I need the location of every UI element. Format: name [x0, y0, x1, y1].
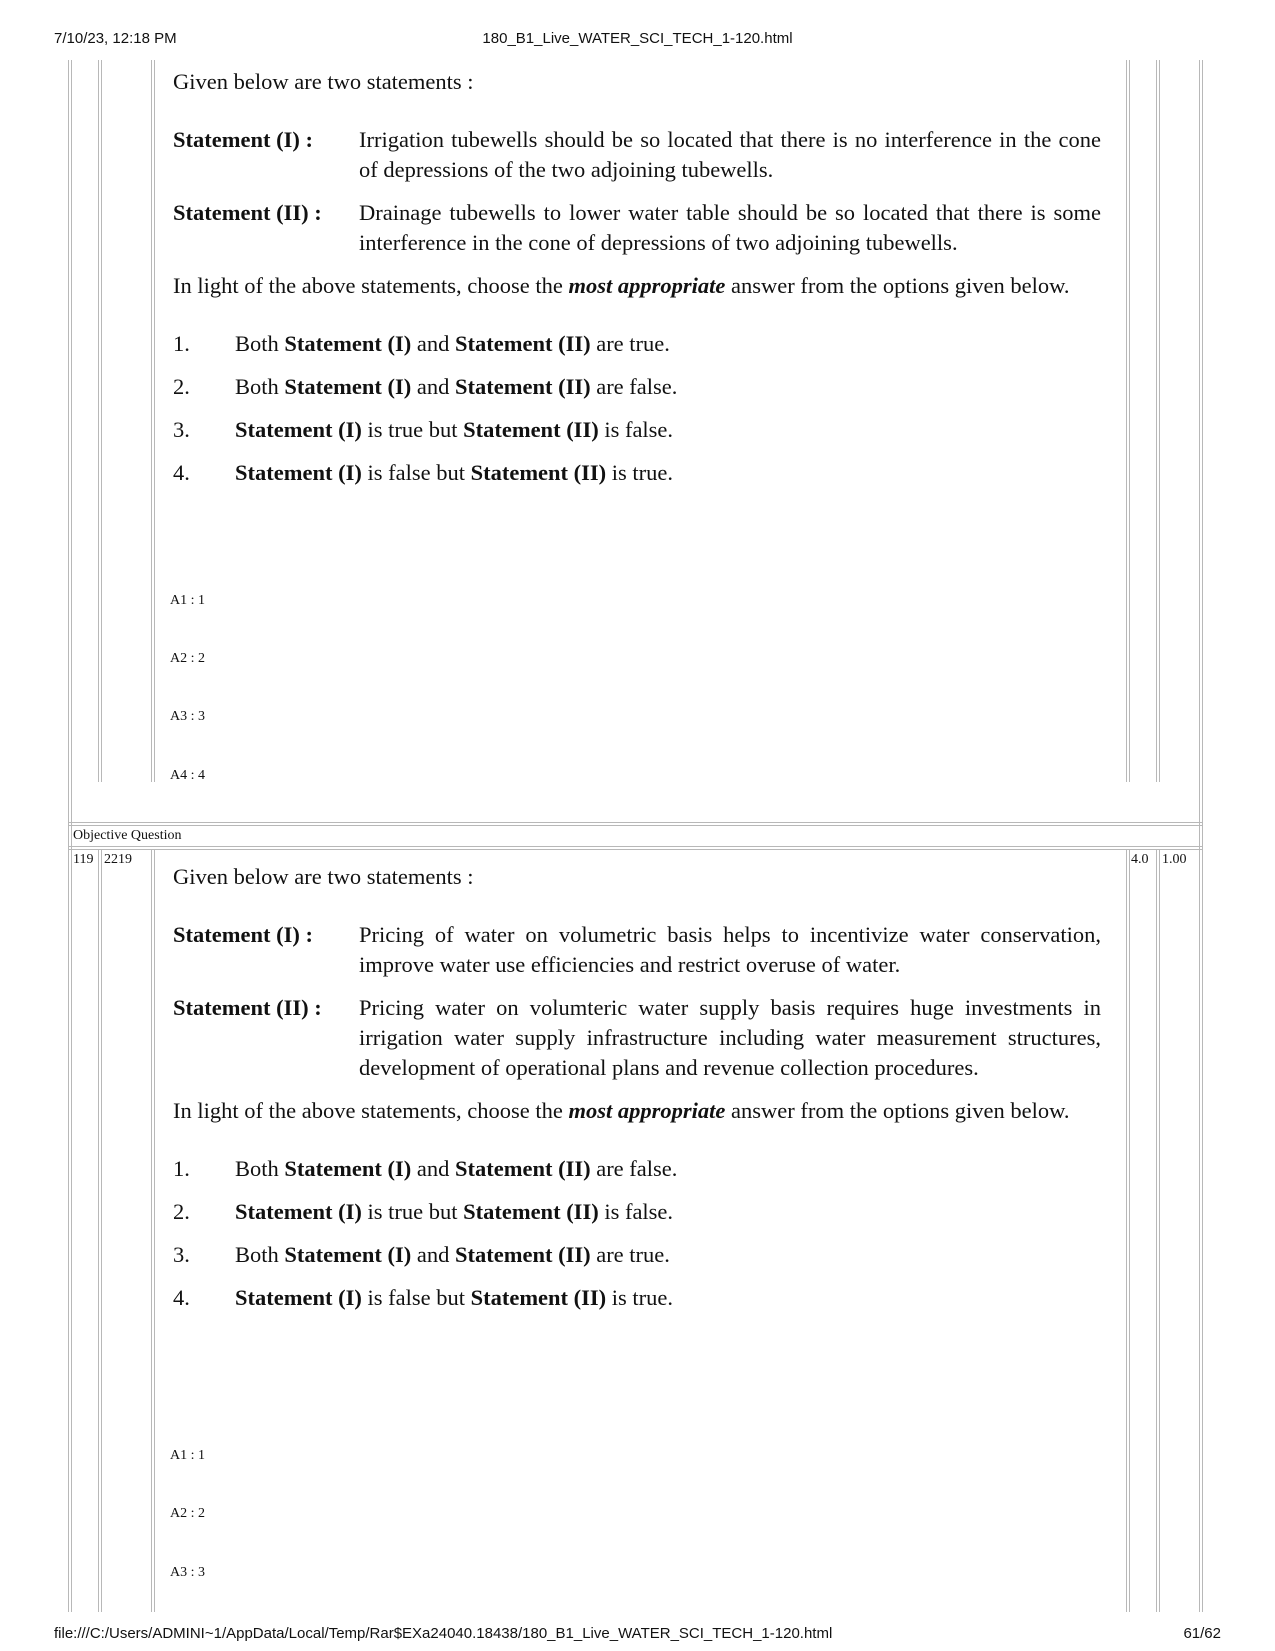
option-text: Statement (I) is true but Statement (II) is false. — [235, 1199, 674, 1224]
statement-text: Irrigation tubewells should be so located that there is no interference in the cone of depressions of the two adjoining tubewells. — [359, 127, 1101, 182]
option-number: 2. — [173, 374, 190, 399]
option-number: 2. — [173, 1199, 190, 1224]
option-text: Both Statement (I) and Statement (II) are false. — [235, 1156, 678, 1181]
print-page-number: 61/62 — [1183, 1625, 1221, 1642]
print-footer — [0, 1625, 1275, 1645]
answer-key-a3: A3 : 3 — [170, 709, 205, 724]
option-text: Statement (I) is false but Statement (II) is true. — [235, 460, 674, 485]
question-a-body — [173, 67, 1101, 501]
instruction-text: answer from the options given below. — [731, 273, 1070, 298]
answer-key-a2: A2 : 2 — [170, 1506, 205, 1521]
statement-label: Statement (II) : — [173, 995, 322, 1020]
option-number: 4. — [173, 1285, 190, 1310]
statement-text: Drainage tubewells to lower water table should be so located that there is some interference in the cone of depressions of two adjoining tubewells. — [359, 200, 1101, 255]
print-datetime: 7/10/23, 12:18 PM — [54, 30, 177, 47]
question-b-options — [173, 1154, 1101, 1313]
option-item — [173, 415, 1101, 445]
instruction-emphasis: most appropriate — [568, 273, 726, 298]
answer-key-a1: A1 : 1 — [170, 1448, 205, 1463]
option-number: 1. — [173, 331, 190, 356]
answer-key-a3: A3 : 3 — [170, 1565, 205, 1580]
print-document-title: 180_B1_Live_WATER_SCI_TECH_1-120.html — [482, 30, 793, 47]
option-text: Both Statement (I) and Statement (II) are true. — [235, 1242, 670, 1267]
option-text: Statement (I) is true but Statement (II) is false. — [235, 417, 674, 442]
question-b-body — [173, 862, 1101, 1326]
option-item — [173, 372, 1101, 402]
question-a-statement-2 — [173, 198, 1101, 258]
question-a-options — [173, 329, 1101, 488]
question-a-statement-1 — [173, 125, 1101, 185]
question-type-label: Objective Question — [73, 828, 182, 843]
statement-text: Pricing of water on volumetric basis helps to incentivize water conservation, improve water use efficiencies and restrict overuse of water. — [359, 922, 1101, 977]
instruction-text: answer from the options given below. — [731, 1098, 1070, 1123]
question-a-instruction — [173, 271, 1101, 301]
question-b-statement-2 — [173, 993, 1101, 1083]
option-number: 3. — [173, 417, 190, 442]
statement-label: Statement (I) : — [173, 922, 313, 947]
print-file-path: file:///C:/Users/ADMINI~1/AppData/Local/Temp/Rar$EXa24040.18438/180_B1_Live_WATER_SCI_TECH_1-120.html — [54, 1625, 833, 1642]
option-text: Both Statement (I) and Statement (II) are true. — [235, 331, 670, 356]
answer-key-a1: A1 : 1 — [170, 593, 205, 608]
option-item — [173, 1154, 1101, 1184]
question-negative-marks: 1.00 — [1162, 852, 1187, 867]
question-a-intro: Given below are two statements : — [173, 69, 474, 94]
answer-key-a2: A2 : 2 — [170, 651, 205, 666]
print-header — [0, 30, 1275, 50]
option-number: 4. — [173, 460, 190, 485]
question-id: 2219 — [104, 852, 132, 867]
option-text: Statement (I) is false but Statement (II) is true. — [235, 1285, 674, 1310]
option-item — [173, 1197, 1101, 1227]
instruction-text: In light of the above statements, choose the — [173, 273, 563, 298]
question-serial-number: 119 — [73, 852, 94, 867]
question-marks: 4.0 — [1131, 852, 1149, 867]
instruction-text: In light of the above statements, choose the — [173, 1098, 563, 1123]
option-item — [173, 1283, 1101, 1313]
option-number: 1. — [173, 1156, 190, 1181]
question-b-instruction — [173, 1096, 1101, 1126]
statement-text: Pricing water on volumteric water supply basis requires huge investments in irrigation water supply infrastructure including water measurement structures, development of operational plans and revenue collection procedures. — [359, 995, 1101, 1080]
instruction-emphasis: most appropriate — [568, 1098, 726, 1123]
option-text: Both Statement (I) and Statement (II) are false. — [235, 374, 678, 399]
option-item — [173, 458, 1101, 488]
option-item — [173, 329, 1101, 359]
question-b-statement-1 — [173, 920, 1101, 980]
option-item — [173, 1240, 1101, 1270]
question-b-intro: Given below are two statements : — [173, 864, 474, 889]
statement-label: Statement (II) : — [173, 200, 322, 225]
statement-label: Statement (I) : — [173, 127, 313, 152]
answer-key-a4: A4 : 4 — [170, 768, 205, 783]
option-number: 3. — [173, 1242, 190, 1267]
